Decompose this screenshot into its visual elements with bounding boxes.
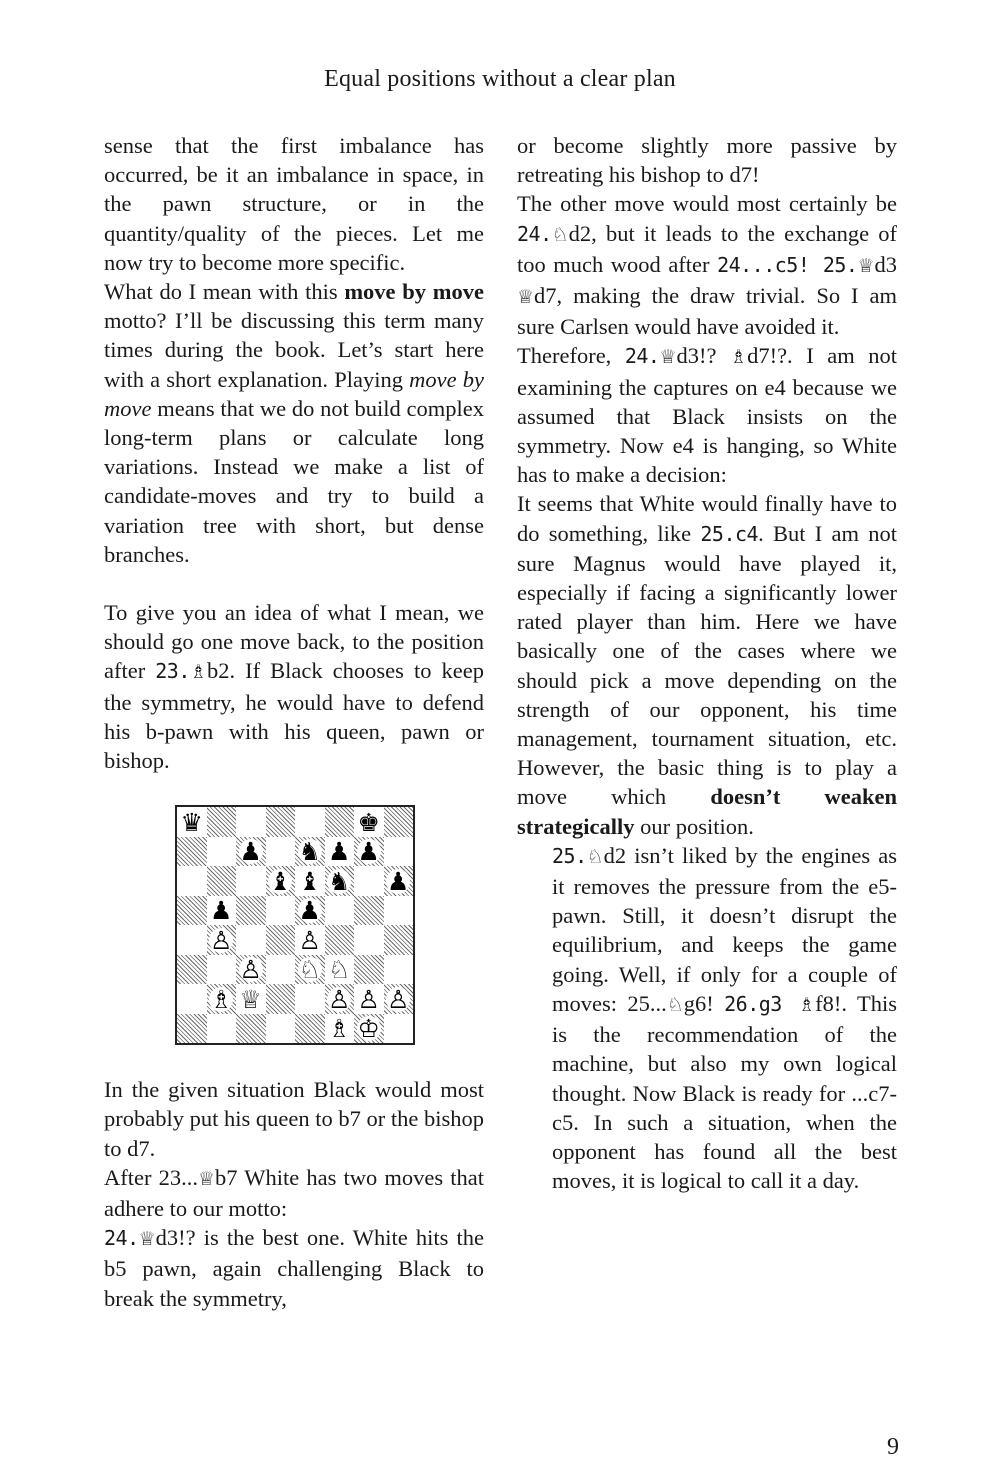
chess-piece-icon: ♙ bbox=[298, 925, 321, 955]
board-square bbox=[266, 984, 296, 1014]
board-square bbox=[354, 984, 384, 1014]
board-square bbox=[325, 955, 355, 985]
chess-piece-icon: ♘ bbox=[298, 955, 321, 985]
queen-icon: ♕ bbox=[138, 1228, 156, 1251]
chess-diagram bbox=[175, 805, 415, 1045]
paragraph: The other move would most certainly be 24.♘d2, but it leads to the exchange of too much wood after 24...c5! 25.♕d3 ♕d7, making the draw trivial. So I am sure Carlsen would have avoided it. bbox=[517, 191, 898, 340]
chess-piece-icon: ♟ bbox=[357, 837, 380, 867]
board-square bbox=[266, 896, 296, 926]
board-square bbox=[266, 1014, 296, 1044]
board-square bbox=[295, 807, 325, 837]
chess-piece-icon: ♗ bbox=[210, 984, 233, 1014]
paragraph: To give you an idea of what I mean, we should go one move back, to the position after 23.♗b2. If Black chooses to keep the symmetry, he would have to defend his b-pawn with his queen, pawn or bishop. bbox=[104, 600, 484, 774]
paragraph-variation: 25.♘d2 isn’t liked by the engines as it removes the pressure from the e5-pawn. Still, it doesn’t disrupt the equilibrium, and keeps the game going. Well, if only for a couple of moves: 25...♘g6! 26.g3 ♗f8!. This is the recommendation of the machine, but also my own logical thought. Now Black is ready for ...c7-c5. In such a situation, when the opponent has found all the best moves, it is logical to call it a day. bbox=[552, 842, 897, 1194]
chess-piece-icon: ♗ bbox=[328, 1014, 351, 1044]
chess-piece-icon: ♔ bbox=[357, 1014, 380, 1044]
chess-piece-icon: ♙ bbox=[387, 984, 410, 1014]
board-square bbox=[384, 896, 414, 926]
chess-piece-icon: ♘ bbox=[328, 955, 351, 985]
board-square bbox=[384, 925, 414, 955]
board-square bbox=[236, 896, 266, 926]
paragraph: or become slightly more passive by retreating his bishop to d7! bbox=[517, 133, 897, 188]
board-square bbox=[177, 896, 207, 926]
board-square bbox=[325, 807, 355, 837]
bishop-icon: ♗ bbox=[730, 346, 748, 369]
queen-icon: ♕ bbox=[517, 286, 535, 309]
board-square bbox=[295, 896, 325, 926]
board-square bbox=[325, 866, 355, 896]
chess-piece-icon: ♙ bbox=[357, 984, 380, 1014]
board-square bbox=[177, 925, 207, 955]
board-square bbox=[295, 955, 325, 985]
board-square bbox=[207, 837, 237, 867]
left-column bbox=[104, 131, 484, 1313]
chess-piece-icon: ♝ bbox=[298, 866, 321, 896]
knight-icon: ♘ bbox=[666, 993, 684, 1016]
board-square bbox=[177, 984, 207, 1014]
chess-piece-icon: ♛ bbox=[180, 807, 203, 837]
board-square bbox=[266, 925, 296, 955]
knight-icon: ♘ bbox=[551, 223, 569, 246]
board-square bbox=[266, 807, 296, 837]
board-square bbox=[236, 984, 266, 1014]
board-square bbox=[325, 837, 355, 867]
chess-piece-icon: ♚ bbox=[357, 807, 380, 837]
board-square bbox=[236, 866, 266, 896]
board-square bbox=[295, 984, 325, 1014]
page-number: 9 bbox=[887, 1434, 899, 1460]
board-square bbox=[207, 807, 237, 837]
board-square bbox=[207, 896, 237, 926]
chess-piece-icon: ♟ bbox=[298, 896, 321, 926]
board-square bbox=[354, 955, 384, 985]
chess-piece-icon: ♙ bbox=[328, 984, 351, 1014]
board-square bbox=[177, 837, 207, 867]
right-column bbox=[517, 131, 897, 1195]
bishop-icon: ♗ bbox=[798, 993, 816, 1016]
board-square bbox=[325, 925, 355, 955]
board-square bbox=[266, 866, 296, 896]
queen-icon: ♕ bbox=[659, 346, 677, 369]
board-square bbox=[384, 955, 414, 985]
board-square bbox=[325, 896, 355, 926]
board-square bbox=[177, 866, 207, 896]
board-square bbox=[207, 955, 237, 985]
chess-piece-icon: ♕ bbox=[239, 984, 262, 1014]
board-square bbox=[266, 955, 296, 985]
running-title: Equal positions without a clear plan bbox=[324, 66, 676, 92]
board-square bbox=[295, 1014, 325, 1044]
board-square bbox=[384, 866, 414, 896]
paragraph: Therefore, 24.♕d3!? ♗d7!?. I am not examining the captures on e4 because we assumed that Black insists on the symmetry. Now e4 is hanging, so White has to make a decision: bbox=[517, 343, 897, 488]
board-square bbox=[354, 837, 384, 867]
chess-piece-icon: ♟ bbox=[387, 866, 410, 896]
board-square bbox=[236, 925, 266, 955]
chess-piece-icon: ♞ bbox=[328, 866, 351, 896]
board-square bbox=[207, 984, 237, 1014]
board-square bbox=[236, 837, 266, 867]
bishop-icon: ♗ bbox=[189, 661, 207, 684]
chess-piece-icon: ♟ bbox=[328, 837, 351, 867]
board-square bbox=[325, 984, 355, 1014]
board-square bbox=[177, 1014, 207, 1044]
board-square bbox=[384, 807, 414, 837]
paragraph: After 23...♕b7 White has two moves that adhere to our motto: bbox=[104, 1164, 484, 1222]
board-square bbox=[354, 1014, 384, 1044]
board-square bbox=[384, 1014, 414, 1044]
board-square bbox=[354, 866, 384, 896]
board-square bbox=[354, 896, 384, 926]
board-square bbox=[236, 807, 266, 837]
paragraph: 24.♕d3!? is the best one. White hits the b5 pawn, again challenging Black to break the symmetry, bbox=[104, 1225, 484, 1311]
board-square bbox=[325, 1014, 355, 1044]
queen-icon: ♕ bbox=[857, 254, 875, 277]
queen-icon: ♕ bbox=[197, 1167, 216, 1190]
board-square bbox=[236, 1014, 266, 1044]
chess-piece-icon: ♙ bbox=[239, 955, 262, 985]
paragraph: In the given situation Black would most probably put his queen to b7 or the bishop to d7. bbox=[104, 1077, 484, 1161]
board-square bbox=[177, 807, 207, 837]
chess-board bbox=[177, 807, 413, 1043]
board-square bbox=[295, 925, 325, 955]
paragraph: What do I mean with this move by move motto? I’ll be discussing this term many times during the book. Let’s start here with a short explanation. Playing move by move means that we do not build complex long-term plans or calculate long variations. Instead we make a list of candidate-moves and try to build a variation tree with short, but dense branches. bbox=[104, 279, 484, 567]
chess-piece-icon: ♟ bbox=[210, 896, 233, 926]
chess-piece-icon: ♞ bbox=[298, 837, 321, 867]
board-square bbox=[295, 837, 325, 867]
board-square bbox=[207, 866, 237, 896]
paragraph: It seems that White would finally have to do something, like 25.c4. But I am not sure Magnus would have played it, especially if facing a significantly lower rated player than him. Here we have basically one of the cases where we should pick a move depending on the strength of our opponent, his time management, tournament situation, etc. However, the basic thing is to play a move which doesn’t weaken strategically our position. bbox=[517, 491, 897, 839]
chess-piece-icon: ♟ bbox=[239, 837, 262, 867]
chess-piece-icon: ♝ bbox=[269, 866, 292, 896]
board-square bbox=[207, 925, 237, 955]
board-square bbox=[266, 837, 296, 867]
board-square bbox=[236, 955, 266, 985]
board-square bbox=[354, 925, 384, 955]
board-square bbox=[354, 807, 384, 837]
board-square bbox=[177, 955, 207, 985]
board-square bbox=[384, 984, 414, 1014]
board-square bbox=[384, 837, 414, 867]
knight-icon: ♘ bbox=[586, 845, 604, 868]
paragraph: sense that the first imbalance has occurred, be it an imbalance in space, in the pawn structure, or in the quantity/quality of the pieces. Let me now try to become more specific. bbox=[104, 133, 484, 275]
chess-piece-icon: ♙ bbox=[210, 925, 233, 955]
board-square bbox=[295, 866, 325, 896]
board-square bbox=[207, 1014, 237, 1044]
